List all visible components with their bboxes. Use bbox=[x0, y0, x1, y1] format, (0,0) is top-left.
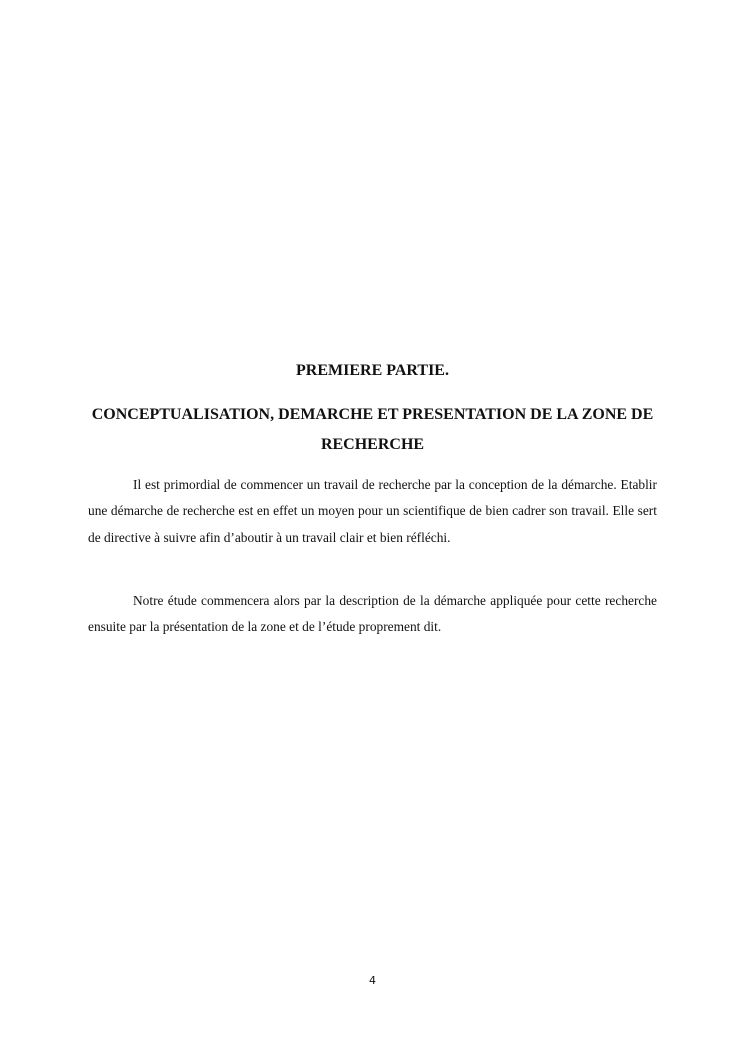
intro-paragraph: Il est primordial de commencer un travail de recherche par la conception de la démarche. Etablir une démarche de recherche est en effet un moyen pour un scientifique de bien cadrer son travail. Elle sert de directive à suivre afin d’aboutir à un travail clair et bien réfléchi. bbox=[88, 477, 657, 545]
section-title: CONCEPTUALISATION, DEMARCHE ET PRESENTATION DE LA ZONE DE RECHERCHE bbox=[91, 406, 654, 453]
study-outline-paragraph: Notre étude commencera alors par la description de la démarche appliquée pour cette recherche ensuite par la présentation de la zone et de l’étude proprement dit. bbox=[88, 593, 657, 635]
page-number: 4 bbox=[369, 974, 376, 987]
part-title: PREMIERE PARTIE. bbox=[296, 362, 449, 379]
